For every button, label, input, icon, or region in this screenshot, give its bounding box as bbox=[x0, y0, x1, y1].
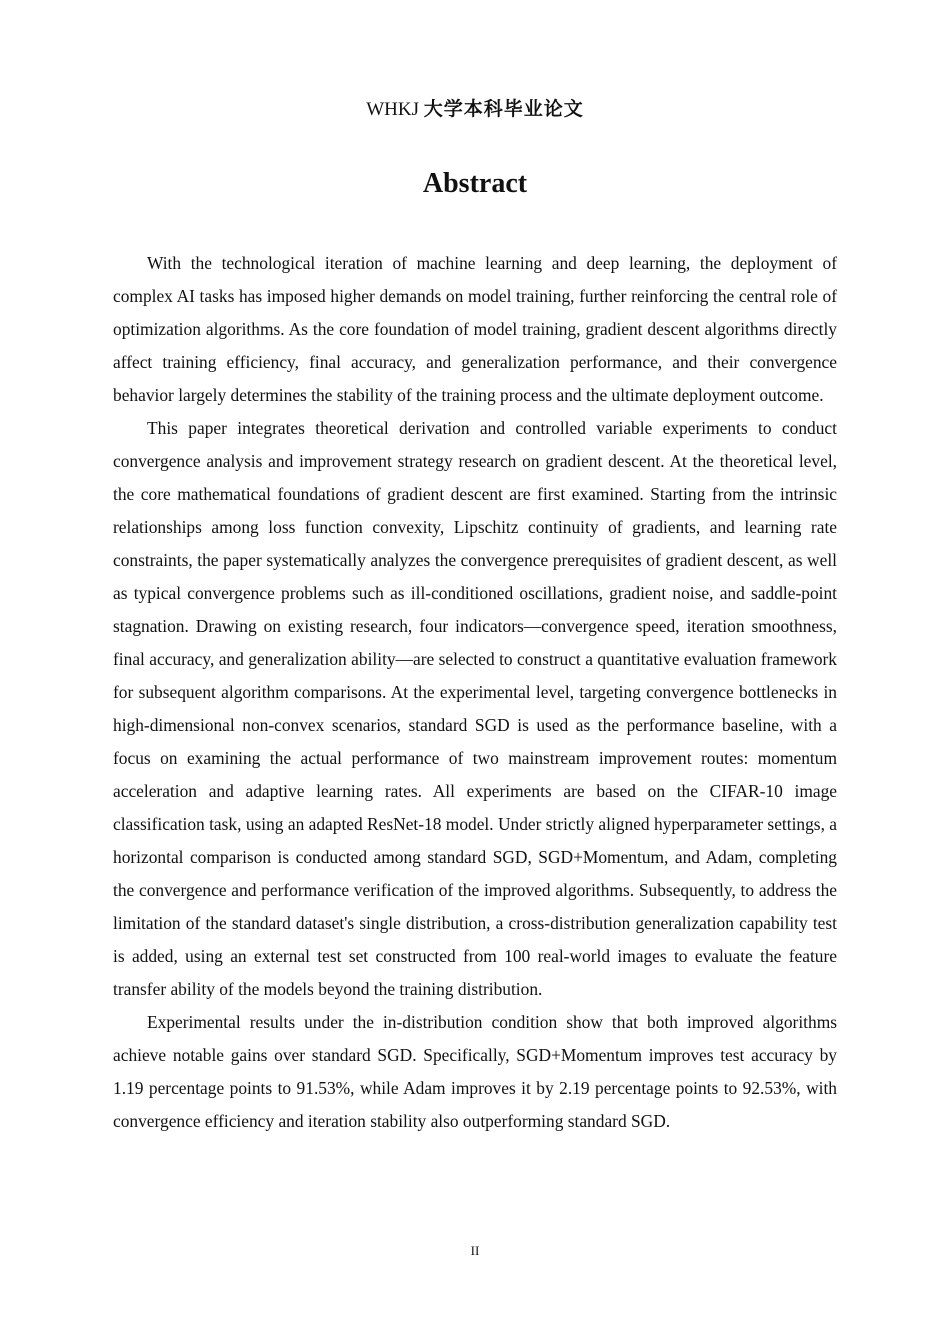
abstract-paragraph-1: With the technological iteration of machine learning and deep learning, the deployment of complex AI tasks has imposed higher demands on model training, further reinforcing the central role of optimization algorithms. As the core foundation of model training, gradient descent algorithms directly affect training efficiency, final accuracy, and generalization performance, and their convergence behavior largely determines the stability of the training process and the ultimate deployment outcome. bbox=[113, 253, 837, 405]
page-number: II bbox=[470, 1243, 480, 1258]
running-header-cjk: 大学本科毕业论文 bbox=[423, 98, 584, 120]
running-header bbox=[0, 94, 950, 121]
abstract-paragraph-3: Experimental results under the in-distribution condition show that both improved algorithms achieve notable gains over standard SGD. Specifically, SGD+Momentum improves test accuracy by 1.19 percentage points to 91.53%, while Adam improves it by 2.19 percentage points to 92.53%, with convergence efficiency and iteration stability also outperforming standard SGD. bbox=[113, 1012, 837, 1131]
abstract-paragraph-2: This paper integrates theoretical derivation and controlled variable experiments to conduct convergence analysis and improvement strategy research on gradient descent. At the theoretical level, the core mathematical foundations of gradient descent are first examined. Starting from the intrinsic relationships among loss function convexity, Lipschitz continuity of gradients, and learning rate constraints, the paper systematically analyzes the convergence prerequisites of gradient descent, as well as typical convergence problems such as ill-conditioned oscillations, gradient noise, and saddle-point stagnation. Drawing on existing research, four indicators—convergence speed, iteration smoothness, final accuracy, and generalization ability—are selected to construct a quantitative evaluation framework for subsequent algorithm comparisons. At the experimental level, targeting convergence bottlenecks in high-dimensional non-convex scenarios, standard SGD is used as the performance baseline, with a focus on examining the actual performance of two mainstream improvement routes: momentum acceleration and adaptive learning rates. All experiments are based on the CIFAR-10 image classification task, using an adapted ResNet-18 model. Under strictly aligned hyperparameter settings, a horizontal comparison is conducted among standard SGD, SGD+Momentum, and Adam, completing the convergence and performance verification of the improved algorithms. Subsequently, to address the limitation of the standard dataset's single distribution, a cross-distribution generalization capability test is added, using an external test set constructed from 100 real-world images to evaluate the feature transfer ability of the models beyond the training distribution. bbox=[113, 418, 837, 999]
running-header-latin: WHKJ bbox=[366, 99, 424, 120]
abstract-body bbox=[113, 247, 837, 1138]
page-title: Abstract bbox=[422, 168, 528, 199]
